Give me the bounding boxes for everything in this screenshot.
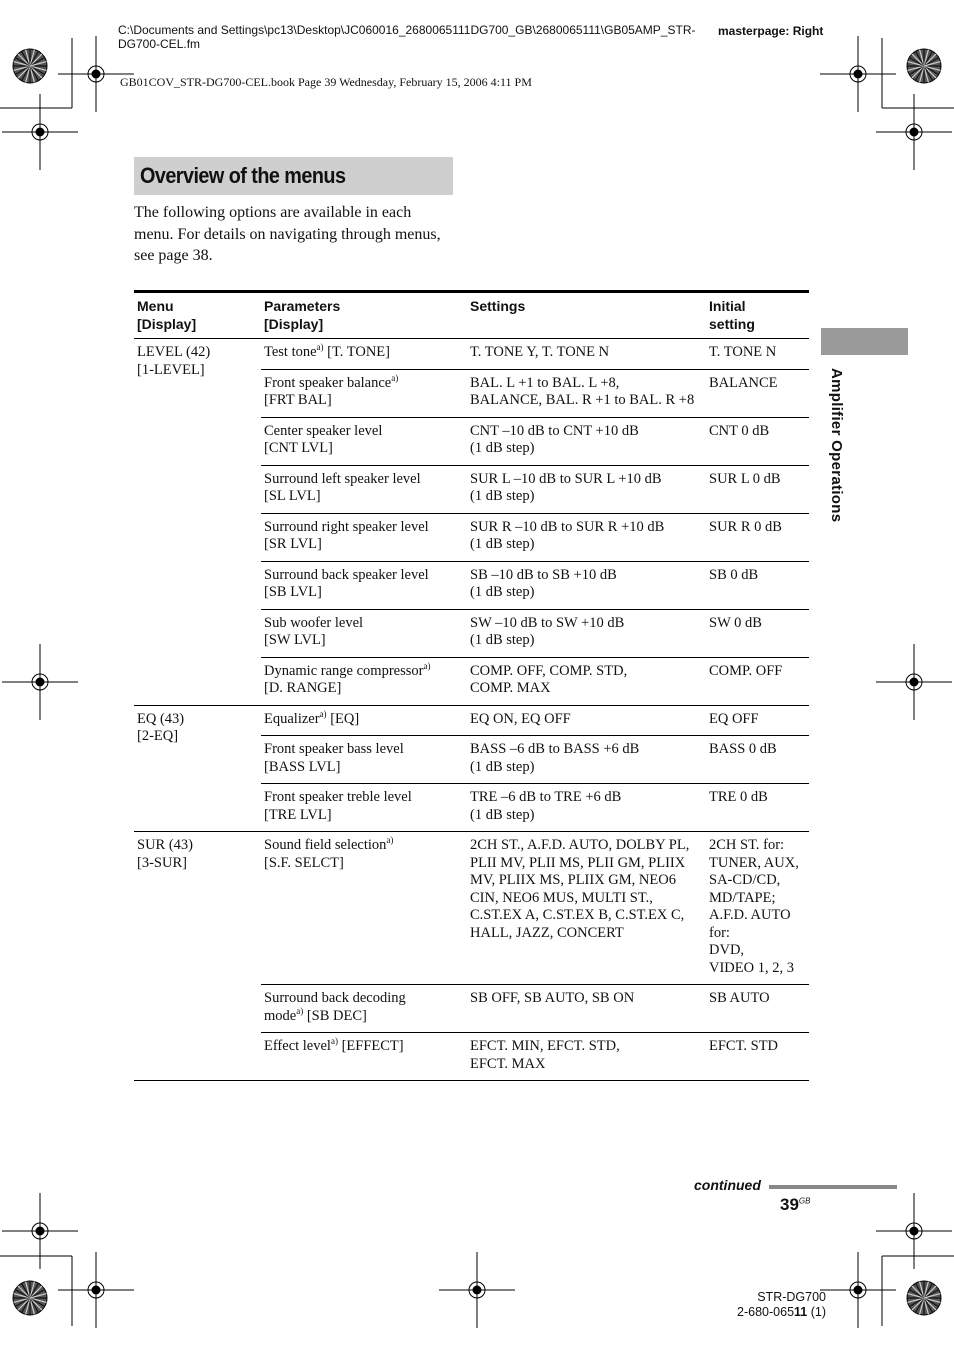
initial-setting-line: EQ OFF — [709, 710, 759, 727]
intro-paragraph: The following options are available in each menu. For details on navigating through menus, see page 38. — [134, 204, 441, 264]
settings-line: BASS –6 dB to BASS +6 dB — [470, 741, 640, 757]
menu-name: LEVEL (42) — [137, 344, 211, 360]
settings-line: MV, PLIIX MS, PLIIX GM, NEO6 — [470, 872, 676, 888]
settings-line: PLII MV, PLII MS, PLII GM, PLIIX — [470, 854, 686, 871]
parameter-display: [EFFECT] — [337, 1038, 404, 1054]
column-header-line: Parameters — [264, 298, 341, 314]
column-header-line: Menu — [137, 298, 174, 314]
initial-setting-line: TRE 0 dB — [709, 789, 768, 805]
parameter-text: [BASS LVL] — [264, 758, 341, 775]
settings-line: SUR R –10 dB to SUR R +10 dB — [470, 518, 665, 535]
crosshair-mark — [2, 1193, 78, 1269]
starburst-mark — [13, 1281, 47, 1315]
part-code-suffix: (1) — [807, 1305, 826, 1319]
settings-line: EQ ON, EQ OFF — [470, 710, 571, 727]
parameter-text: Surround left speaker level — [264, 470, 421, 487]
settings-line: T. TONE Y, T. TONE N — [470, 344, 610, 360]
column-header-line: Initial — [709, 298, 746, 314]
menu-name: SUR (43) — [137, 837, 193, 853]
parameter-text: Test tone — [264, 344, 317, 360]
page-number-suffix: GB — [798, 1196, 811, 1206]
column-header-line: [Display] — [264, 315, 324, 332]
settings-line: CNT –10 dB to CNT +10 dB — [470, 422, 639, 439]
parameter-text: Surround back decoding — [264, 990, 406, 1006]
column-header-line: setting — [709, 315, 755, 332]
settings-line: SB OFF, SB AUTO, SB ON — [470, 990, 635, 1006]
settings-line: HALL, JAZZ, CONCERT — [470, 924, 624, 941]
parameter-text: Dynamic range compressor — [264, 662, 424, 679]
initial-setting-line: BASS 0 dB — [709, 741, 777, 757]
page-number-value: 39 — [780, 1195, 799, 1214]
parameter-text: Front speaker balance — [264, 374, 392, 391]
crosshair-mark — [876, 644, 952, 720]
settings-line: C.ST.EX A, C.ST.EX B, C.ST.EX C, — [470, 907, 685, 923]
settings-line: SW –10 dB to SW +10 dB — [470, 614, 625, 631]
parameter-text: [SW LVL] — [264, 632, 326, 648]
masterpage-label: masterpage: Right — [718, 24, 824, 38]
settings-line: (1 dB step) — [470, 758, 535, 775]
settings-line: SUR L –10 dB to SUR L +10 dB — [470, 470, 662, 487]
part-code-bold: 11 — [794, 1305, 808, 1319]
settings-line: EFCT. MAX — [470, 1055, 546, 1072]
settings-line: (1 dB step) — [470, 440, 535, 456]
initial-setting-line: SB AUTO — [709, 990, 770, 1006]
parameter-text: Surround back speaker level — [264, 566, 429, 583]
section-title: Overview of the menus — [140, 163, 346, 188]
file-path-header: C:\Documents and Settings\pc13\Desktop\JC060016_2680065111DG700_GB\2680065111\GB05AMP_STR-DG700-CEL.fm — [118, 23, 696, 51]
settings-line: TRE –6 dB to TRE +6 dB — [470, 789, 622, 805]
parameter-display: [T. TONE] — [323, 344, 390, 360]
settings-line: (1 dB step) — [470, 632, 535, 648]
crosshair-mark — [820, 36, 896, 112]
parameter-text: Front speaker bass level — [264, 741, 404, 757]
continued-label: continued — [694, 1177, 761, 1193]
crosshair-mark — [439, 1252, 515, 1328]
parameter-text: [TRE LVL] — [264, 806, 332, 823]
crosshair-mark — [876, 94, 952, 170]
initial-setting-line: BALANCE — [709, 374, 778, 391]
settings-line: (1 dB step) — [470, 584, 535, 600]
parameter-text: Effect level — [264, 1038, 331, 1054]
parameter-text: Equalizer — [264, 710, 320, 727]
side-tab-label: Amplifier Operations — [828, 368, 845, 523]
settings-line: 2CH ST., A.F.D. AUTO, DOLBY PL, — [470, 837, 690, 853]
settings-line: EFCT. MIN, EFCT. STD, — [470, 1038, 620, 1054]
initial-setting-line: COMP. OFF — [709, 662, 783, 679]
initial-setting-line: T. TONE N — [709, 344, 777, 360]
column-header-line: [Display] — [137, 315, 197, 332]
initial-setting-line: SUR R 0 dB — [709, 518, 782, 535]
initial-setting-line: SW 0 dB — [709, 614, 762, 631]
footnote-marker: a) — [296, 1005, 304, 1016]
settings-line: (1 dB step) — [470, 806, 535, 823]
parameter-display: [SB DEC] — [303, 1007, 367, 1024]
menu-name: EQ (43) — [137, 710, 185, 727]
starburst-mark — [907, 1281, 941, 1315]
crosshair-mark — [820, 1252, 896, 1328]
settings-line: (1 dB step) — [470, 536, 535, 552]
parameter-text: [SL LVL] — [264, 488, 321, 504]
initial-setting-line: for: — [709, 924, 730, 941]
parameter-text: Sub woofer level — [264, 614, 364, 631]
settings-line: CIN, NEO6 MUS, MULTI ST., — [470, 889, 653, 906]
footnote-marker: a) — [391, 372, 399, 383]
parameter-text: mode — [264, 1007, 297, 1024]
crosshair-mark — [2, 644, 78, 720]
crosshair-mark — [2, 94, 78, 170]
initial-setting-line: SA-CD/CD, — [709, 872, 781, 888]
parameter-text: [SB LVL] — [264, 584, 322, 600]
menu-name: [2-EQ] — [137, 728, 179, 744]
parameter-text: Front speaker treble level — [264, 789, 412, 805]
parameter-text: Sound field selection — [264, 837, 387, 853]
initial-setting-line: CNT 0 dB — [709, 422, 770, 439]
initial-setting-line: SUR L 0 dB — [709, 470, 781, 487]
initial-setting-line: EFCT. STD — [709, 1038, 779, 1054]
crosshair-mark — [876, 1193, 952, 1269]
footnote-marker: a) — [330, 1036, 338, 1047]
initial-setting-line: TUNER, AUX, — [709, 854, 799, 871]
part-code-prefix: 2-680-065 — [737, 1305, 795, 1319]
initial-setting-line: 2CH ST. for: — [709, 837, 785, 853]
settings-line: SB –10 dB to SB +10 dB — [470, 566, 617, 583]
initial-setting-line: A.F.D. AUTO — [709, 907, 791, 923]
footnote-marker: a) — [319, 708, 327, 719]
parameter-text: [FRT BAL] — [264, 392, 332, 408]
column-header-line: Settings — [470, 298, 526, 314]
book-info-line: GB01COV_STR-DG700-CEL.book Page 39 Wednesday, February 15, 2006 4:11 PM — [120, 75, 532, 89]
crosshair-mark — [58, 36, 134, 112]
menu-name: [3-SUR] — [137, 854, 187, 871]
crosshair-mark — [58, 1252, 134, 1328]
footnote-marker: a) — [316, 342, 324, 353]
settings-line: COMP. OFF, COMP. STD, — [470, 662, 628, 679]
footnote-marker: a) — [423, 660, 431, 671]
menu-name: [1-LEVEL] — [137, 361, 205, 378]
settings-line: COMP. MAX — [470, 680, 551, 696]
starburst-mark — [13, 49, 47, 83]
initial-setting-line: SB 0 dB — [709, 566, 759, 583]
initial-setting-line: MD/TAPE; — [709, 889, 776, 906]
initial-setting-line: VIDEO 1, 2, 3 — [709, 959, 794, 976]
parameter-text: [SR LVL] — [264, 536, 322, 552]
initial-setting-line: DVD, — [709, 942, 745, 958]
parameter-text: [D. RANGE] — [264, 680, 342, 696]
parameter-display: [EQ] — [326, 710, 360, 727]
parameter-text: [CNT LVL] — [264, 440, 333, 456]
footnote-marker: a) — [386, 835, 394, 846]
settings-line: (1 dB step) — [470, 488, 535, 504]
model-number: STR-DG700 — [757, 1290, 826, 1304]
parameter-text: Surround right speaker level — [264, 518, 429, 535]
settings-line: BAL. L +1 to BAL. L +8, — [470, 374, 620, 391]
starburst-mark — [907, 49, 941, 83]
parameter-text: Center speaker level — [264, 422, 383, 439]
parameter-text: [S.F. SELCT] — [264, 854, 344, 871]
settings-line: BALANCE, BAL. R +1 to BAL. R +8 — [470, 392, 695, 408]
